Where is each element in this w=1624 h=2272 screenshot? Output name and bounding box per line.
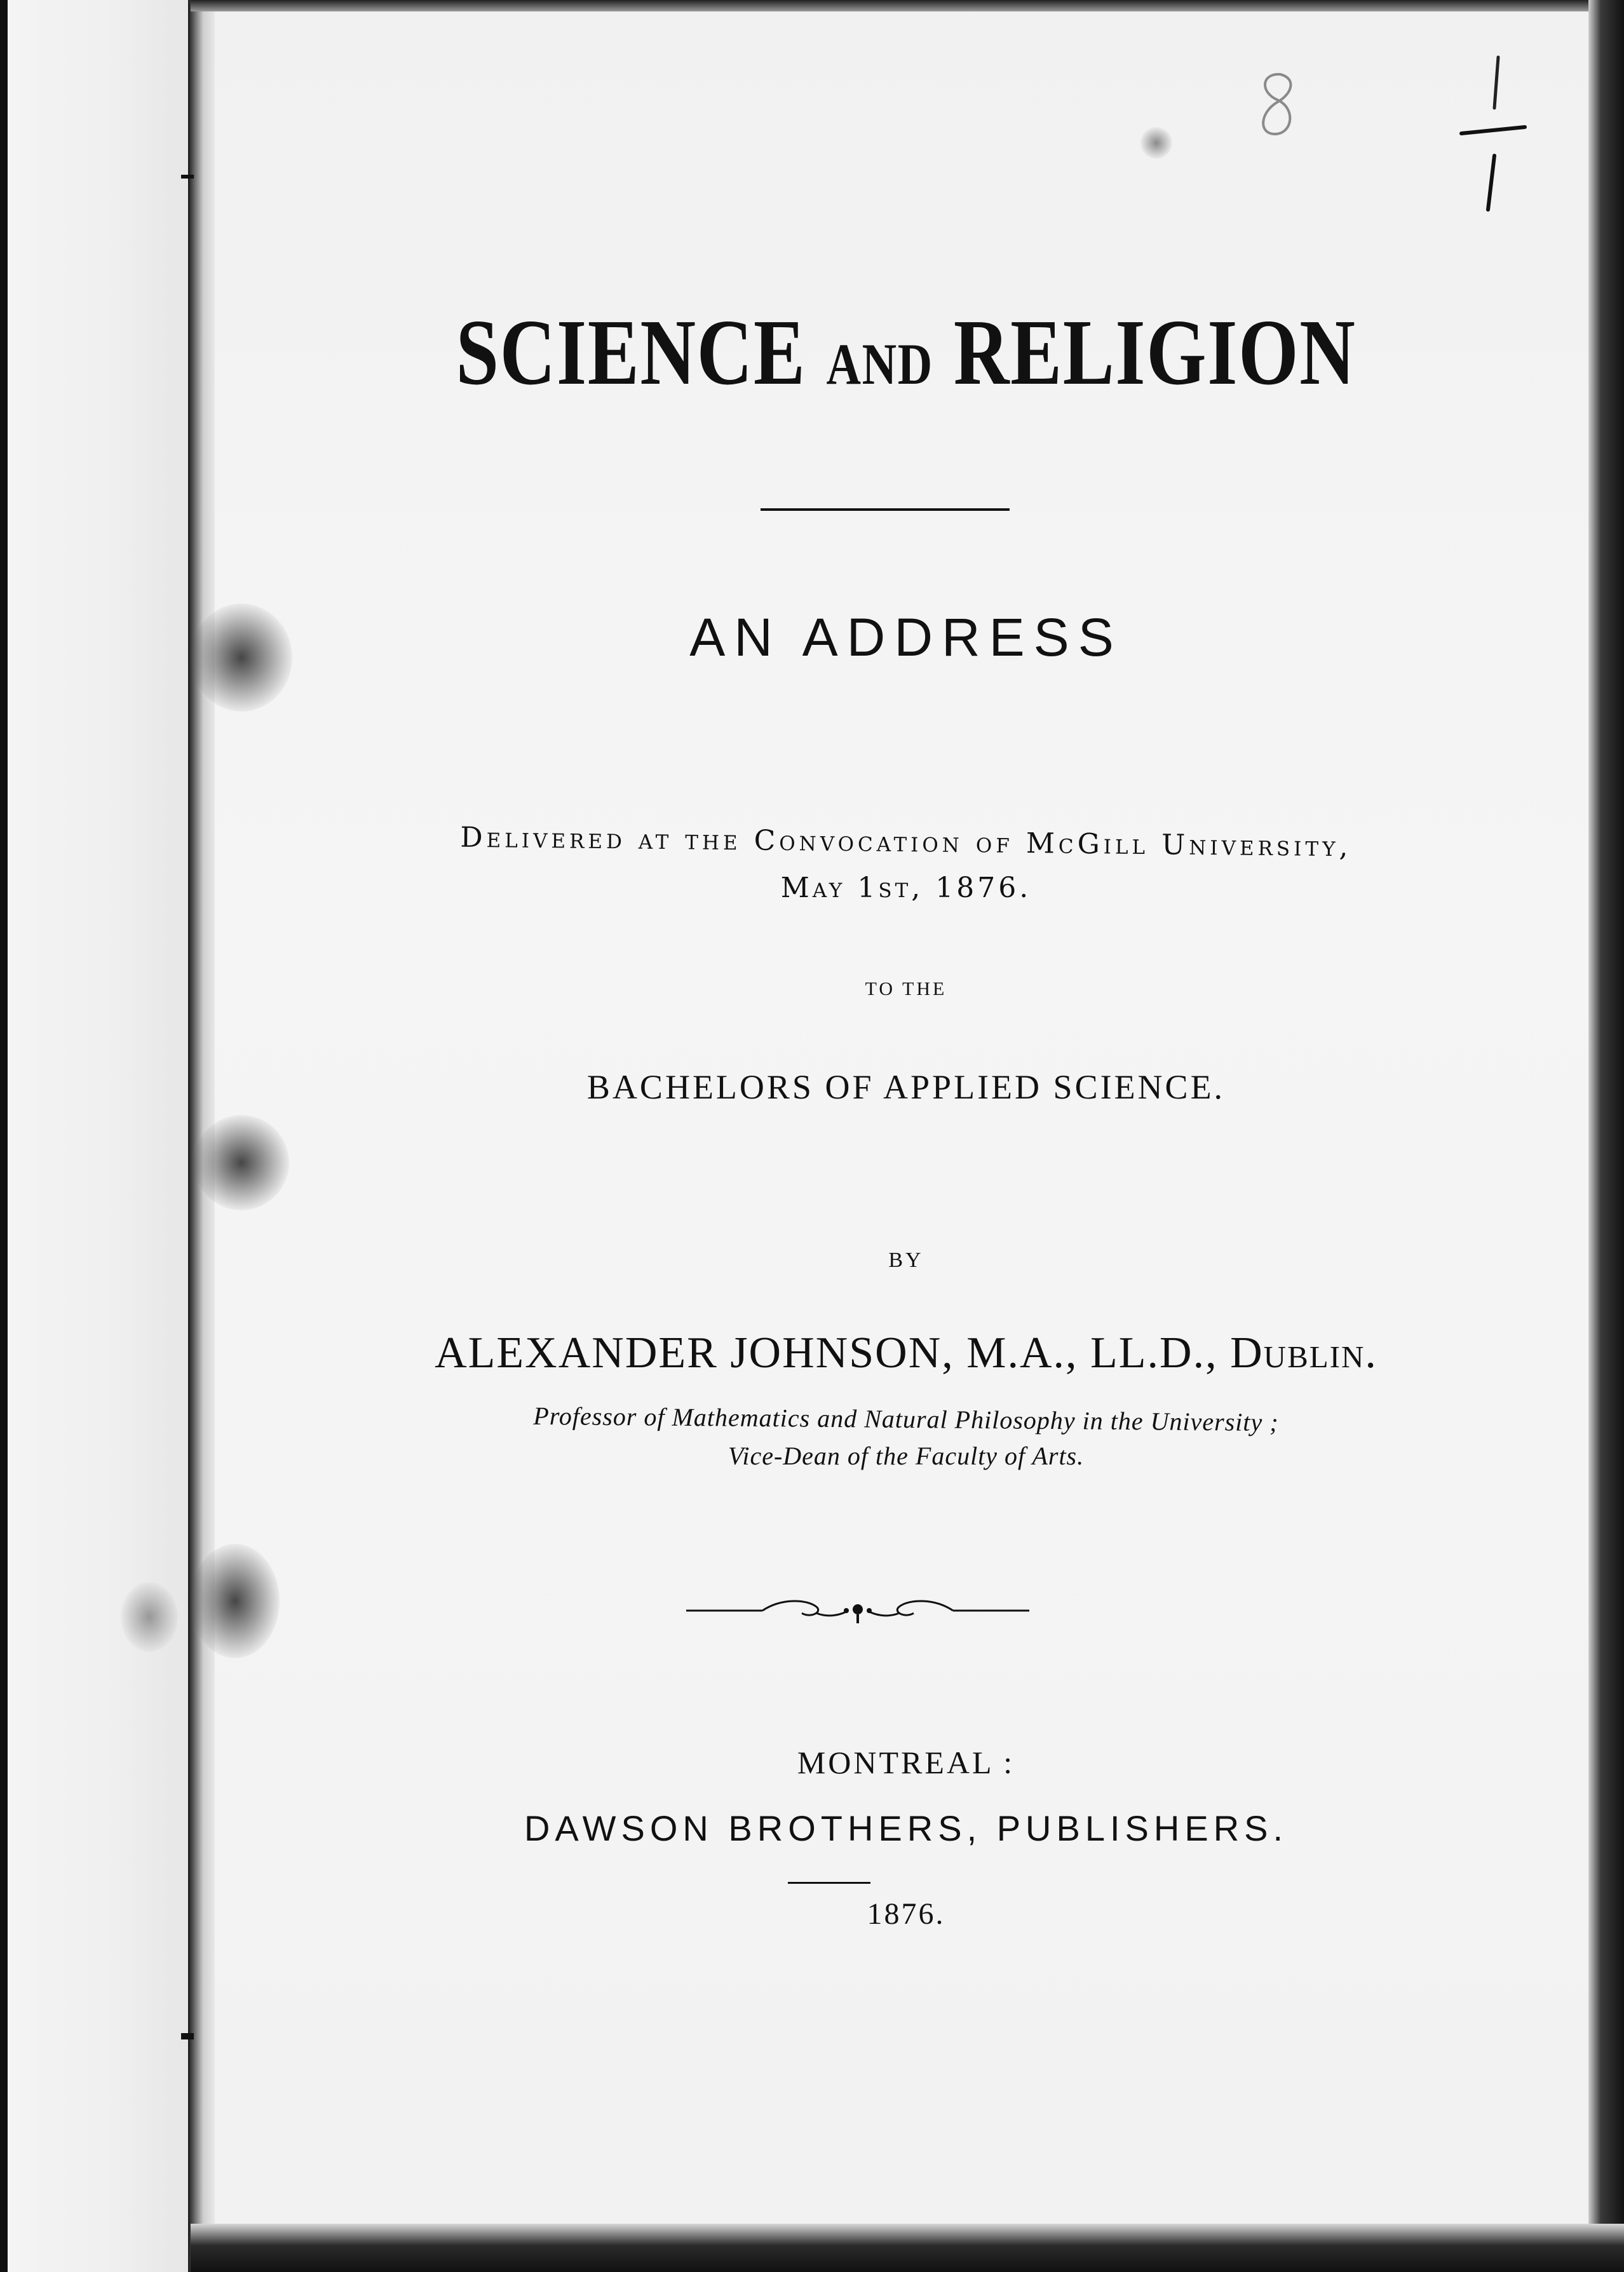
author-position-line1: Professor of Mathematics and Natural Philosophy in the University ; bbox=[533, 1401, 1279, 1437]
year-rule bbox=[788, 1882, 870, 1884]
book-spine-endpaper bbox=[8, 0, 189, 2272]
audience-line: BACHELORS OF APPLIED SCIENCE. bbox=[586, 1068, 1226, 1106]
page-spot bbox=[1140, 127, 1172, 159]
author-degrees: M.A., LL.D., bbox=[966, 1329, 1218, 1377]
binding-smudge bbox=[121, 1582, 178, 1652]
author-name: ALEXANDER JOHNSON, bbox=[435, 1329, 954, 1377]
ornament-flourish bbox=[686, 1592, 1029, 1630]
date-line: May 1st, 1876. bbox=[780, 872, 1032, 904]
publisher-line: DAWSON BROTHERS, PUBLISHERS. bbox=[524, 1808, 1289, 1848]
author-position-line2: Vice-Dean of the Faculty of Arts. bbox=[727, 1442, 1085, 1470]
scan-left-edge bbox=[0, 0, 8, 2272]
spine-mark bbox=[181, 2033, 194, 2039]
scan-top-edge bbox=[191, 0, 1624, 11]
author-place: Dublin. bbox=[1230, 1329, 1377, 1377]
handwritten-fraction bbox=[1455, 44, 1531, 222]
spine-mark bbox=[181, 175, 194, 179]
publication-year: 1876. bbox=[867, 1897, 945, 1931]
book-title bbox=[339, 299, 1473, 407]
delivered-line: Delivered at the Convocation of McGill University, bbox=[460, 821, 1352, 863]
by-line: BY bbox=[888, 1248, 924, 1272]
author-line bbox=[215, 1328, 1597, 1379]
subtitle: AN ADDRESS bbox=[689, 607, 1123, 667]
title-word-religion: RELIGION bbox=[953, 301, 1357, 405]
to-the-line: TO THE bbox=[865, 978, 947, 999]
title-word-science: SCIENCE bbox=[456, 301, 806, 405]
binding-smudge bbox=[191, 1544, 280, 1658]
handwritten-number bbox=[1242, 67, 1312, 143]
title-word-and: AND bbox=[826, 332, 933, 396]
scan-bottom-edge bbox=[191, 2224, 1624, 2272]
publication-city: MONTREAL : bbox=[797, 1745, 1015, 1780]
title-rule bbox=[761, 508, 1010, 511]
binding-smudge bbox=[194, 1115, 289, 1210]
